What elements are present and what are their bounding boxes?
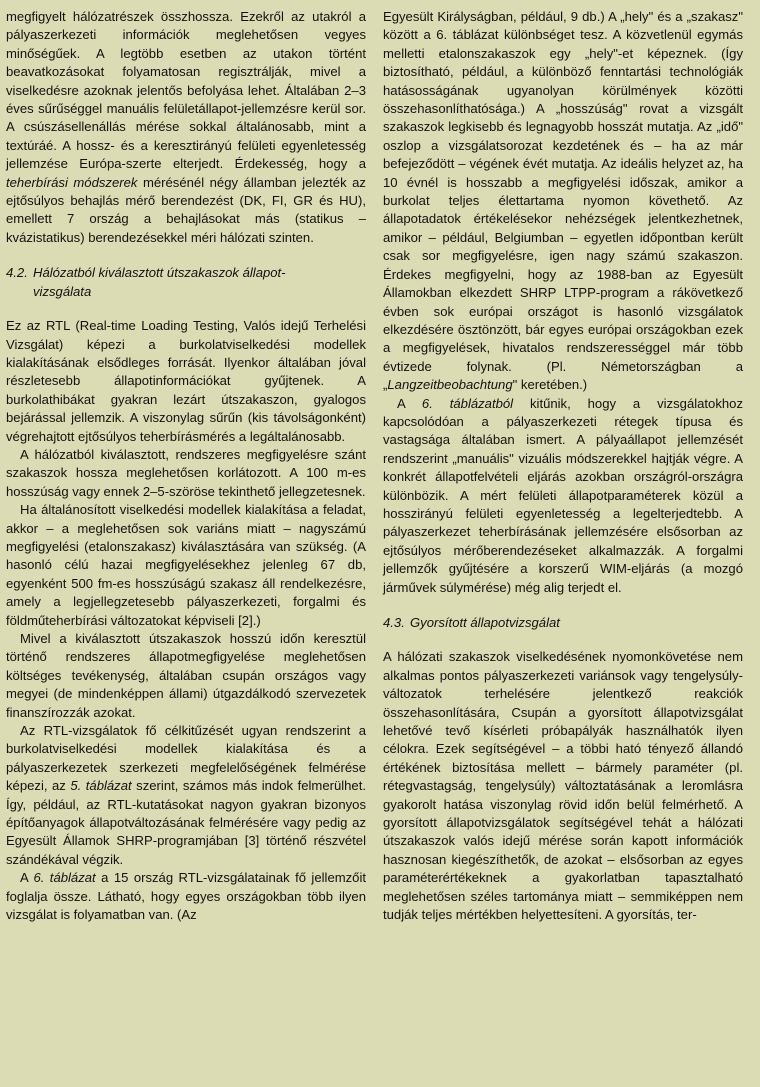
paragraph xyxy=(383,395,743,597)
text-run: mérésénél négy államban jelezték az ejtősúlyos behajlás mérő berendezést (DK, FI, GR és HU), emellett 7 ország a behajlásokat más (statikus – kvázistatikus) berendezésekkel méri hálózati szinten. xyxy=(6,174,366,245)
text-run: megfigyelt hálózatrészek összhossza. Ezekről az utakról a pályaszerkezeti információk meglehetősen vegyes minőségűek. A legtöbb esetben az utakon történt beavatkozásokat folyamatosan regisztrálják, mivel a viselkedésre azoknak jelentős befolyása lehet. Általában 2–3 éves sűrűséggel manuális felületállapot-jellemzésre kerül sor. A csúszásellenállás mérése sokkal általánosabb, mint a textúráé. A hossz- és a keresztirányú felületi egyenletesség jellemzése Európa-szerte elterjedt. Érdekesség, hogy a xyxy=(6,9,366,172)
section-title-line: Hálózatból kiválasztott útszakaszok állapot- xyxy=(33,265,286,281)
text-run: a 15 ország RTL-vizsgálatainak fő jellemzőit foglalja össze. Látható, hogy egyes országokban több ilyen vizsgálat is folyamatban van. (Az xyxy=(6,870,367,923)
section-number: 4.3. xyxy=(383,615,405,630)
text-run: Az RTL-vizsgálatok fő célkitűzését ugyan rendszerint a burkolatviselkedési modellek kialakítása és a pályaszerkezetek szerkezeti megfelelőségének felmérése képezi, az xyxy=(6,723,366,794)
paragraph: Ha általánosított viselkedési modellek kialakítása a feladat, akkor – a meglehetősen sok variáns miatt – nagyszámú megfigyelési (etalonszakasz) kiválasztására van szükség. (A hasonló célú hazai megfigyelésekhez jelenleg 67 db, egyenként 500 fm-es hosszúságú szakasz áll rendelkezésre, amely a legjellegzetesebb pályaszerkezeti, forgalmi és földműteherbírási változatokat képviseli [2].) xyxy=(6,502,366,628)
section-title-line: vizsgálata xyxy=(33,283,92,299)
paragraph xyxy=(6,722,366,869)
emphasis-text: teherbírási módszerek xyxy=(6,174,138,190)
section-title-line: Gyorsított állapotvizsgálat xyxy=(410,615,560,630)
paragraph xyxy=(383,8,743,395)
paragraph: Ez az RTL (Real-time Loading Testing, Valós idejű Terhelési Vizsgálat) képezi a burkolatviselkedési modellek kialakításának elsődleges forrását. Ilyenkor általában jóval részletesebb állapotinformációkat gyűjtenek. A burkolathibákat gyakran lezárt útszakaszon, gyalogos bejárással jellemzik. A viszonylag sűrűn (kis távolságonként) végrehajtott ejtősúlyos teherbírásmérés a legáltalánosabb. xyxy=(6,318,366,444)
paragraph: Mivel a kiválasztott útszakaszok hosszú időn keresztül történő rendszeres állapotmegfigyelése meglehetősen költséges tevékenység, általában csupán országos vagy megyei (de mindenképpen állami) útgazdálkodó szervezetek finanszírozzák azokat. xyxy=(6,631,366,720)
text-run: kitűnik, hogy a vizsgálatokhoz kapcsolódóan a pályaszerkezeti rétegek típusa és vastagsága általában ismert. A pályaállapot jellemzését rendszerint „manuális" vizuális módszerekkel hajtják végre. A konkrét állapotfelvételi eljárás azokban országról-országra különbözik. A mért felületi állapotparaméterek közül a hosszirányú felületi egyenletesség a legelterjedtebb. A pályaszerkezet teherbírásának jellemzésére elsősorban az ejtősúlyos mérőberendezéseket alkalmazzák. A forgalmi jellemzők gyűjtésére a korszerű WIM-eljárás (a mozgó járművek súlymérése) még alig terjedt el. xyxy=(383,395,743,595)
left-column xyxy=(6,8,366,1087)
emphasis-text: 6. táblázat xyxy=(33,870,96,886)
emphasis-text: 6. táblázatból xyxy=(421,395,514,411)
paragraph: A hálózati szakaszok viselkedésének nyomonkövetése nem alkalmas pontos pályaszerkezeti variánsok vagy tengelysúly-változatok terhelésére jelentkező reakciók összehasonlítására, Csupán a gyorsított állapotvizsgálat lehetővé tevő kísérleti próbapályák használhatók ilyen célokra. Ezek segítségével – a többi ható tényező állandó értékének biztosítása mellett – bármely paraméter (pl. rétegvastagság, tengelysúly) változtatásának a leromlásra gyakorolt hatása viszonylag rövid időn belül felmérhető. A gyorsított állapotvizsgálatok segítségével tehát a hálózati útszakaszok valós idejű mérése során kapott információk hasznosan kiegészíthetők, de azokat – elsősorban az egyes paraméterértékeknek a gyakorlatban tapasztalható meglehetősen széles tartománya miatt – semmiképpen nem tudják teljes mértékben helyettesíteni. A gyorsítás, ter- xyxy=(383,649,743,923)
section-number: 4.2. xyxy=(6,265,28,281)
paragraph xyxy=(6,869,366,924)
paragraph: A hálózatból kiválasztott, rendszeres megfigyelésre szánt szakaszok hossza meglehetősen korlátozott. A 100 m-es hosszúság vagy ennek 2–5-szöröse tekinthető jellegzetesnek. xyxy=(6,446,366,499)
text-run: A xyxy=(20,870,29,886)
right-column xyxy=(383,8,743,1087)
paragraph xyxy=(6,8,366,247)
section-heading-4-3 xyxy=(383,614,743,632)
text-run: Egyesült Királyságban, például, 9 db.) A „hely" és a „szakasz" között a 6. táblázat különbséget tesz. A közvetlenül egymás melletti etalonszakaszok egy „hely"-et képeznek. (Így biztosítható, például, a különböző fenntartási technológiák hatásosságának ugyanolyan körülmények közötti összehasonlíthatósága.) A „hosszúság" rovat a vizsgált szakaszok legkisebb és legnagyobb hosszát mutatja. Az „idő" oszlop a vizsgálatsorozat kezdetének és – ha az már befejeződött – végének évét mutatja. Az ideális helyzet az, ha 10 évnél is hosszabb a megfigyelési időszak, amikor a burkolat teljes élettartama nyomon követhető. Az állapotadatok értékelésekor nehézségek jelentkezhetnek, amikor – például, Belgiumban – egyetlen időpontban került csak sor megfigyelésre, igen nagy számú szakaszon. Érdekes megfigyelni, hogy az 1988-ban az Egyesült Államokban elkezdett SHRP LTPP-program a rákövetkező évben sok európai országot is hasonló vizsgálatok elkezdésére ösztönzött, bár egyes európai országokban ezek a megfigyelések, hivatalos rendszerességgel már több évtizede folynak. (Pl. Németországban a „ xyxy=(383,9,743,393)
section-heading-4-2 xyxy=(6,264,366,301)
emphasis-text: Langzeitbeobachtung xyxy=(387,377,513,393)
text-run: A xyxy=(397,395,406,411)
text-run: szerint, számos más indok felmerülhet. Így, például, az RTL-kutatásokat nagyon gyakran bizonyos építőanyagok állapotváltozásának felmérésére vagy pedig az Egyesült Államok SHRP-programjában [3] történő részvétel szándékával végzik. xyxy=(6,778,366,867)
emphasis-text: 5. táblázat xyxy=(70,778,132,794)
text-run: " keretében.) xyxy=(512,377,588,393)
